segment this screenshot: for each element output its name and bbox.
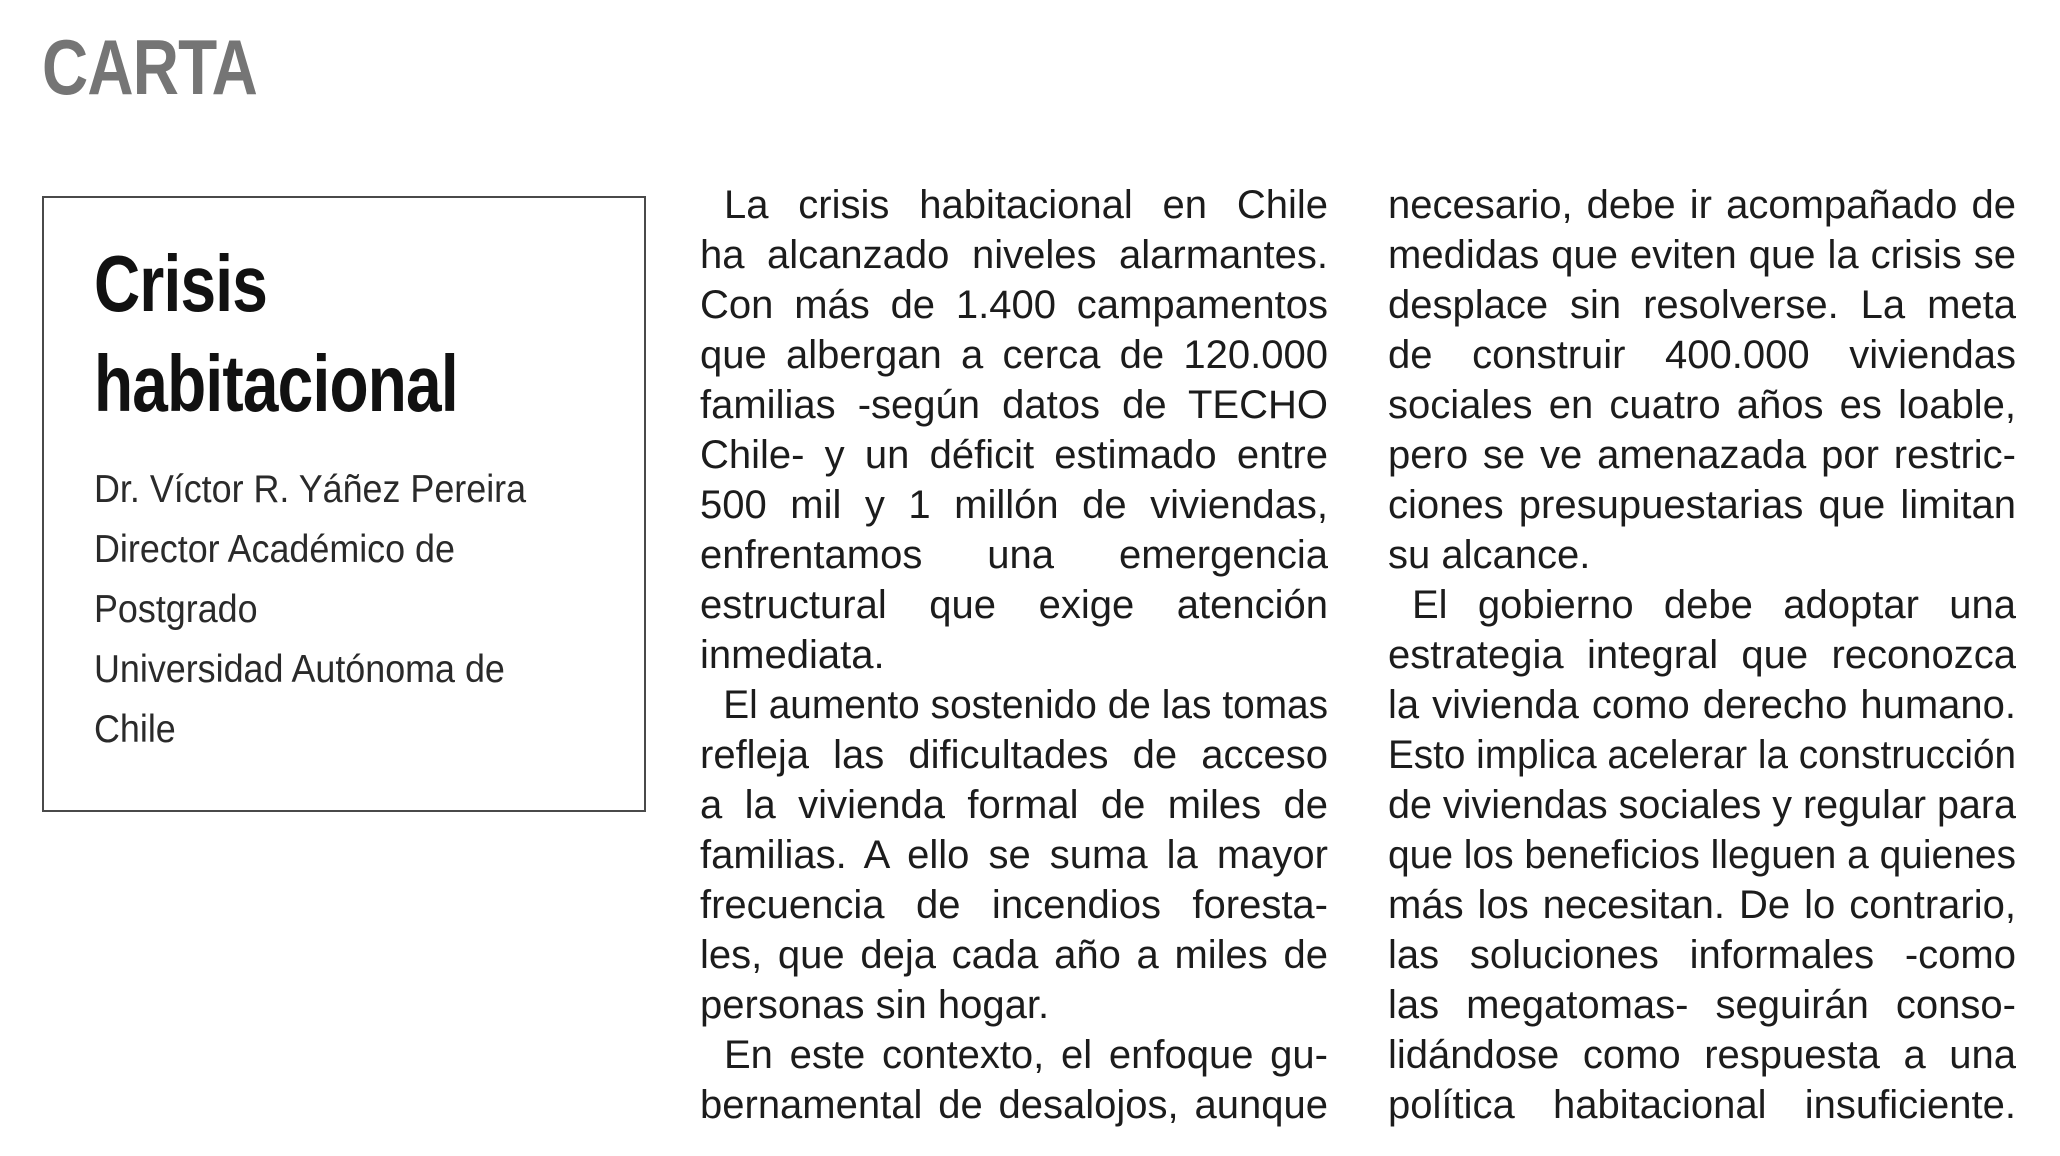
author-title: Director Académico de bbox=[94, 528, 455, 571]
author-name: Dr. Víctor R. Yáñez Pereira bbox=[94, 468, 527, 511]
body-column-2 bbox=[1388, 180, 2016, 1130]
body-column-1 bbox=[700, 180, 1328, 1130]
section-label: CARTA bbox=[42, 23, 257, 111]
body-line: personas sin hogar. bbox=[700, 983, 1050, 1027]
body-line: ciones presupuestarias que limitan bbox=[1388, 483, 2016, 527]
body-line: familias -según datos de TECHO bbox=[700, 383, 1328, 427]
body-line: familias. A ello se suma la mayor bbox=[700, 833, 1328, 877]
body-line: las megatomas- seguirán conso- bbox=[1388, 983, 2016, 1027]
body-line: 500 mil y 1 millón de viviendas, bbox=[700, 483, 1328, 527]
body-line: Con más de 1.400 campamentos bbox=[700, 283, 1328, 327]
body-line: política habitacional insuficiente. bbox=[1388, 1083, 2016, 1127]
body-line: su alcance. bbox=[1388, 533, 1591, 577]
headline-line-1: Crisis bbox=[94, 239, 268, 328]
body-line: de viviendas sociales y regular para bbox=[1388, 783, 2017, 827]
body-line: la vivienda como derecho humano. bbox=[1388, 683, 2016, 727]
headline-author-box bbox=[42, 196, 646, 812]
author-institution: Universidad Autónoma de bbox=[94, 648, 505, 691]
body-line: El gobierno debe adoptar una bbox=[1412, 583, 2016, 627]
body-line: ha alcanzado niveles alarmantes. bbox=[700, 233, 1328, 277]
author-institution-cont: Chile bbox=[94, 708, 176, 751]
body-line: El aumento sostenido de las tomas bbox=[723, 683, 1329, 727]
body-line: necesario, debe ir acompañado de bbox=[1388, 183, 2016, 227]
author-credit bbox=[94, 460, 614, 760]
article-headline bbox=[94, 234, 458, 434]
author-title-cont: Postgrado bbox=[94, 588, 258, 631]
body-line: pero se ve amenazada por restric- bbox=[1388, 433, 2016, 477]
body-line: les, que deja cada año a miles de bbox=[700, 933, 1328, 977]
body-line: más los necesitan. De lo contrario, bbox=[1388, 883, 2016, 927]
body-line: frecuencia de incendios foresta- bbox=[700, 883, 1328, 927]
body-line: Chile- y un déficit estimado entre bbox=[700, 433, 1328, 477]
body-line: refleja las dificultades de acceso bbox=[700, 733, 1328, 777]
body-line: las soluciones informales -como bbox=[1388, 933, 2016, 977]
body-line: estructural que exige atención bbox=[700, 583, 1328, 627]
body-line: En este contexto, el enfoque gu- bbox=[724, 1033, 1328, 1077]
body-line: sociales en cuatro años es loable, bbox=[1388, 383, 2016, 427]
body-line: a la vivienda formal de miles de bbox=[700, 783, 1328, 827]
body-line: que los beneficios lleguen a quienes bbox=[1388, 833, 2017, 877]
body-line: que albergan a cerca de 120.000 bbox=[700, 333, 1328, 377]
headline-line-2: habitacional bbox=[94, 339, 458, 428]
body-line: inmediata. bbox=[700, 633, 885, 677]
body-line: La crisis habitacional en Chile bbox=[724, 183, 1328, 227]
body-line: enfrentamos una emergencia bbox=[700, 533, 1328, 577]
body-line: lidándose como respuesta a una bbox=[1388, 1033, 2016, 1077]
body-line: Esto implica acelerar la construcción bbox=[1388, 733, 2017, 777]
body-line: medidas que eviten que la crisis se bbox=[1388, 233, 2016, 277]
body-line: estrategia integral que reconozca bbox=[1388, 633, 2016, 677]
body-line: de construir 400.000 viviendas bbox=[1388, 333, 2016, 377]
body-line: desplace sin resolverse. La meta bbox=[1388, 283, 2016, 327]
body-line: bernamental de desalojos, aunque bbox=[700, 1083, 1328, 1127]
